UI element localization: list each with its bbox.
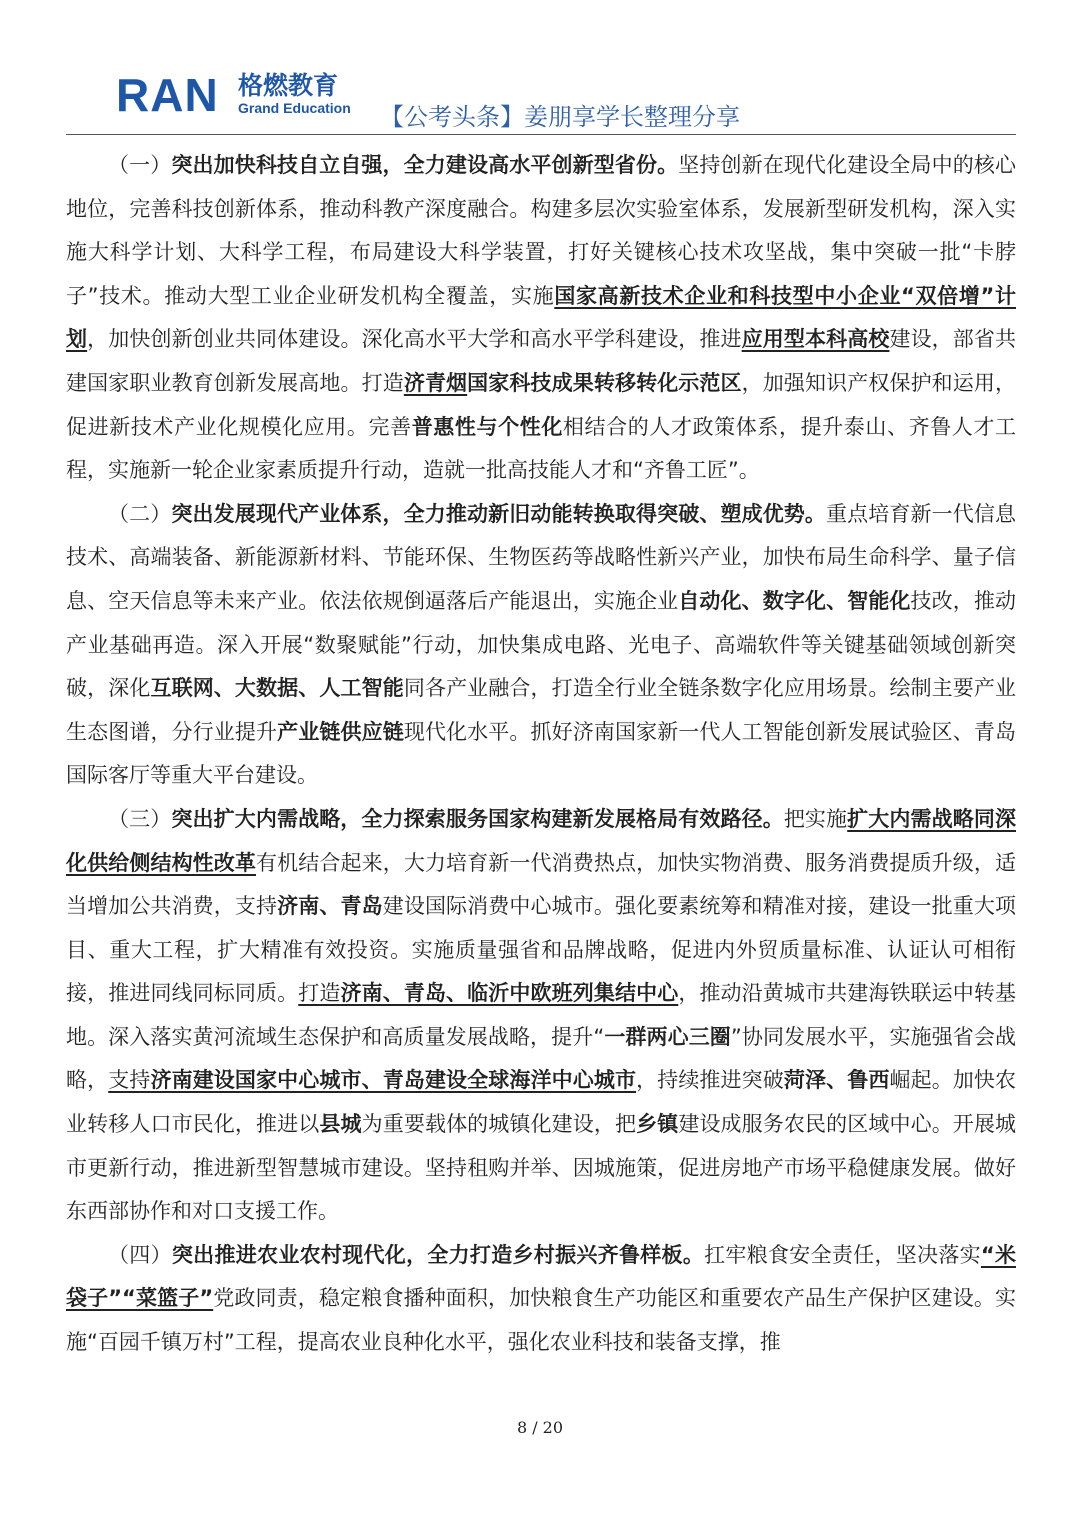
text-run: 崛起。加快农业转移人口市民化，推进以 [66, 1068, 1017, 1137]
text-run: 有机结合起来，大力培育新一代消费热点，加快实物消费、服务消费提质升级，适当增加公共消费，支持 [66, 850, 1017, 919]
bold-underlined-text: 济青烟 [403, 370, 468, 395]
text-run: 建设成服务农民的区域中心。开展城市更新行动，推进新型智慧城市建设。坚持租购并举、因城施策，促进房地产市场平稳健康发展。做好东西部协作和对口支援工作。 [66, 1112, 1017, 1224]
header-divider [66, 134, 1016, 135]
bold-text: 县城 [319, 1112, 362, 1137]
bold-text: 乡镇 [636, 1112, 679, 1137]
text-run: 把实施 [783, 806, 848, 831]
text-run: （二） [108, 501, 172, 526]
bold-text: 济南、青岛 [277, 894, 383, 919]
text-run: ”协同发展水平，实施强省会战略， [66, 1024, 1016, 1093]
logo-ran-text: RAN [116, 69, 219, 121]
bold-underlined-text: 扩大内需战略同深化供给侧结构性改革 [66, 806, 1017, 875]
bold-text: 产业链供应链 [277, 719, 404, 744]
underlined-text: 支持 [108, 1068, 151, 1093]
text-run: 扛牢粮食安全责任，坚决落实 [704, 1242, 981, 1267]
text-run: 同各产业融合，打造全行业全链条数字化应用场景。绘制主要产业生态图谱，分行业提升 [66, 676, 1017, 744]
brand-logo [116, 66, 356, 122]
bold-underlined-text: “米袋子”“菜篮子” [66, 1242, 1017, 1311]
bold-text: 菏泽、鲁西 [783, 1068, 890, 1093]
text-run: 为重要载体的城镇化建设，把 [361, 1112, 637, 1137]
logo-english-name: Grand Education [238, 100, 351, 116]
text-run: ，加快创新创业共同体建设。深化高水平大学和高水平学科建设，推进 [87, 327, 742, 352]
bold-text: 普惠性与个性化 [411, 414, 563, 439]
bold-text: 突出扩大内需战略，全力探索服务国家构建新发展格局有效路径。 [171, 806, 784, 831]
logo-chinese-name: 格燃教育 [238, 71, 339, 100]
bold-underlined-text: 国家高新技术企业和科技型中小企业“双倍增”计划 [66, 283, 1016, 352]
bold-text: 互联网、大数据、人工智能 [150, 676, 404, 701]
bold-text: 自动化、数字化、智能化 [678, 588, 911, 613]
bold-text: 突出发展现代产业体系，全力推动新旧动能转换取得突破、塑成优势。 [171, 501, 827, 526]
text-run: ，持续推进突破 [636, 1068, 784, 1093]
header-title: 【公考头条】姜朋享学长整理分享 [380, 103, 740, 131]
document-body [66, 144, 1016, 1365]
text-run: 现代化水平。抓好济南国家新一代人工智能创新发展试验区、青岛国际客厅等重大平台建设。 [66, 719, 1017, 788]
bold-underlined-text: 应用型本科高校 [741, 327, 890, 352]
text-run: （一） [108, 153, 172, 177]
text-run: 建设，部省共建国家职业教育创新发展高地。打造 [66, 327, 1017, 395]
bold-text: 突出加快科技自立自强，全力建设高水平创新型省份。 [171, 153, 679, 177]
text-run: 坚持创新在现代化建设全局中的核心地位，完善科技创新体系，推动科教产深度融合。构建多层次实验室体系，发展新型研发机构，深入实施大科学计划、大科学工程，布局建设大科学装置，打好关键核心技术攻坚战，集中突破一批“卡脖子”技术。推动大型工业企业研发机构全覆盖，实施 [66, 153, 1017, 308]
text-run: ，推动沿黄城市共建海铁联运中转基地。深入落实黄河流域生态保护和高质量发展战略，提升“ [66, 981, 1017, 1049]
page-indicator: 8 / 20 [516, 1418, 564, 1437]
paragraph [66, 144, 1016, 493]
bold-underlined-text: 济南建设国家中心城市、青岛建设全球海洋中心城市 [150, 1068, 637, 1093]
paragraph [66, 798, 1016, 1234]
text-run: 建设国际消费中心城市。强化要素统筹和精准对接，建设一批重大项目、重大工程，扩大精准有效投资。实施质量强省和品牌战略，促进内外贸质量标准、认证认可相衔接，推进同线同标同质。 [66, 894, 1017, 1006]
text-run: 重点培育新一代信息技术、高端装备、新能源新材料、节能环保、生物医药等战略性新兴产业，加快布局生命科学、量子信息、空天信息等未来产业。依法依规倒逼落后产能退出，实施企业 [66, 501, 1016, 613]
text-run: 党政同责，稳定粮食播种面积，加快粮食生产功能区和重要农产品生产保护区建设。实施“百园千镇万村”工程，提高农业良种化水平，强化农业科技和装备支撑，推 [66, 1286, 1016, 1355]
text-run: （三） [108, 806, 172, 831]
text-run: ，加强知识产权保护和运用，促进新技术产业化规模化应用。完善 [66, 370, 1017, 439]
underlined-text: 打造 [298, 981, 341, 1006]
text-run: 相结合的人才政策体系，提升泰山、齐鲁人才工程，实施新一轮企业家素质提升行动，造就一批高技能人才和“齐鲁工匠”。 [66, 414, 1017, 483]
text-run: （四） [108, 1242, 172, 1267]
bold-text: 国家科技成果转移转化示范区 [467, 370, 742, 395]
paragraph [66, 1234, 1016, 1365]
text-run: 技改，推动产业基础再造。深入开展“数聚赋能”行动，加快集成电路、光电子、高端软件等关键基础领域创新突破，深化 [66, 588, 1017, 701]
bold-text: 突出推进农业农村现代化，全力打造乡村振兴齐鲁样板。 [171, 1242, 705, 1267]
bold-text: 一群两心三圈 [604, 1024, 731, 1049]
bold-underlined-text: 济南、青岛、临沂中欧班列集结中心 [340, 981, 679, 1006]
paragraph [66, 493, 1016, 798]
